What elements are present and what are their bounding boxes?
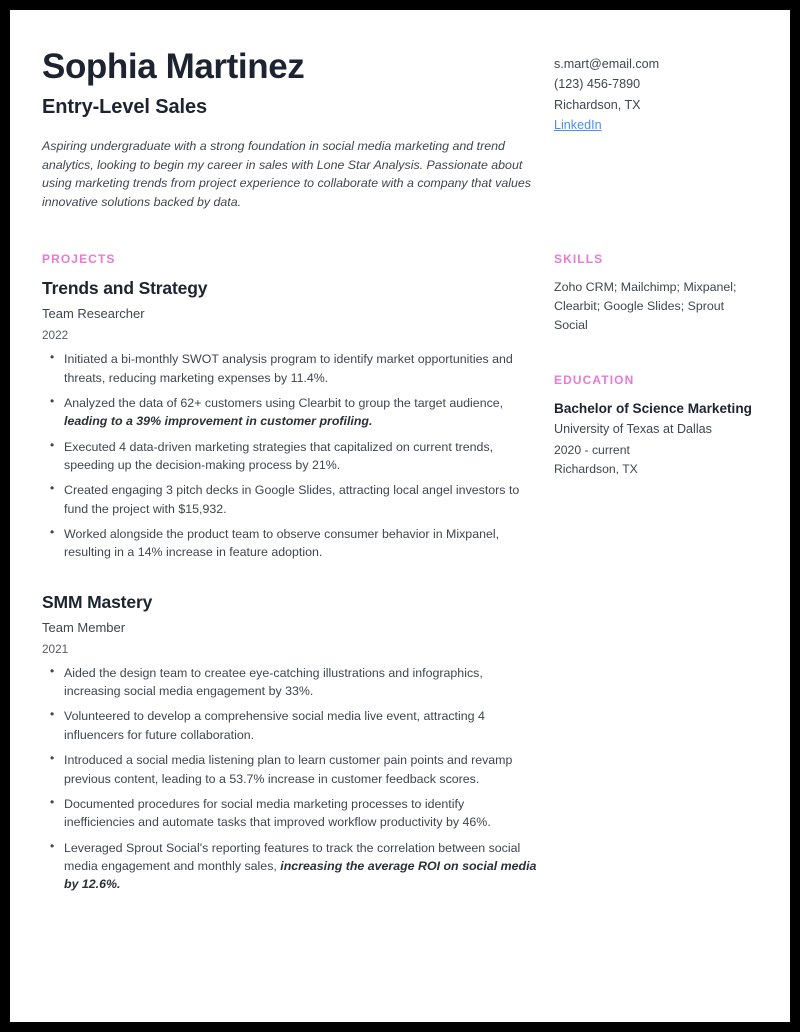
bullet-item <box>64 795 538 832</box>
bullet-item <box>64 438 538 475</box>
project-date: 2022 <box>42 328 69 343</box>
candidate-name: Sophia Martinez <box>42 47 305 86</box>
section-heading-skills: SKILLS <box>554 252 604 267</box>
contact-link-row <box>554 115 760 135</box>
project-date: 2021 <box>42 641 69 656</box>
bullet-item <box>64 664 538 701</box>
professional-summary: Aspiring undergraduate with a strong foundation in social media marketing and trend analytics, looking to begin my career in sales with Lone Star Analysis. Passionate about using marketing trends from project experience to collaborate with a company that values innovative solutions backed by data. <box>42 138 531 210</box>
education-location: Richardson, TX <box>554 461 638 476</box>
skills-section <box>554 252 760 335</box>
body-row <box>42 212 760 916</box>
education-section <box>554 373 760 478</box>
sidebar-column <box>554 252 760 488</box>
bullet-emphasis: leading to a 39% improvement in customer profiling. <box>64 414 373 429</box>
contact-phone[interactable]: (123) 456-7890 <box>554 77 641 92</box>
projects-column <box>42 252 554 916</box>
bullet-text: Leveraged Sprout Social's reporting features to track the correlation between social media engagement and monthly sales, <box>64 840 521 873</box>
bullet-text: Worked alongside the product team to observe consumer behavior in Mixpanel, resulting in a 14% increase in feature adoption. <box>64 527 500 560</box>
sidebar-spacer <box>554 335 760 373</box>
bullet-item <box>64 394 538 431</box>
contact-block <box>554 48 760 136</box>
resume-page <box>10 10 790 1022</box>
bullet-text: Executed 4 data-driven marketing strategies that capitalized on current trends, speeding up the decision-making process by 21%. <box>64 439 494 472</box>
header-row <box>42 48 760 212</box>
section-heading-projects: PROJECTS <box>42 252 116 267</box>
education-dates: 2020 - current <box>554 443 630 458</box>
bullet-emphasis: increasing the average ROI on social media by 12.6%. <box>64 859 537 892</box>
project-bullet-list <box>42 350 538 562</box>
project-entry <box>42 592 538 894</box>
bullet-text: Aided the design team to createe eye-catching illustrations and infographics, increasing social media engagement by 33%. <box>64 665 483 699</box>
bullet-text: Introduced a social media listening plan to learn customer pain points and revamp previous content, leading to a 53.7% increase in customer feedback scores. <box>64 753 513 786</box>
bullet-text: Documented procedures for social media marketing processes to identify inefficiencies and automate tasks that improved workflow productivity by 46%. <box>64 796 491 830</box>
education-entry <box>554 399 760 478</box>
linkedin-link[interactable]: LinkedIn <box>554 118 602 133</box>
skills-list: Zoho CRM; Mailchimp; Mixpanel; Clearbit; Google Slides; Sprout Social <box>554 280 737 332</box>
project-bullet-list <box>42 664 538 894</box>
bullet-item <box>64 707 538 744</box>
header-main <box>42 48 554 212</box>
education-degree: Bachelor of Science Marketing <box>554 400 752 416</box>
project-title: SMM Mastery <box>42 591 153 612</box>
bullet-text: Volunteered to develop a comprehensive social media live event, attracting 4 influencers for future collaboration. <box>64 709 485 742</box>
bullet-text: Initiated a bi-monthly SWOT analysis program to identify market opportunities and threats, reducing marketing expenses by 11.4%. <box>64 352 513 385</box>
project-entry <box>42 278 538 562</box>
bullet-text: Analyzed the data of 62+ customers using Clearbit to group the target audience, <box>64 395 504 410</box>
bullet-item <box>64 481 538 518</box>
contact-location: Richardson, TX <box>554 97 641 112</box>
education-school: University of Texas at Dallas <box>554 422 712 436</box>
candidate-job-title: Entry-Level Sales <box>42 95 208 118</box>
bullet-item <box>64 350 538 387</box>
bullet-item <box>64 839 538 894</box>
project-role: Team Member <box>42 619 126 635</box>
section-heading-education: EDUCATION <box>554 372 635 387</box>
bullet-text: Created engaging 3 pitch decks in Google Slides, attracting local angel investors to fund the project with $15,932. <box>64 483 520 516</box>
bullet-item <box>64 525 538 562</box>
project-role: Team Researcher <box>42 306 145 322</box>
contact-email[interactable]: s.mart@email.com <box>554 57 660 71</box>
bullet-item <box>64 751 538 788</box>
project-title: Trends and Strategy <box>42 278 208 299</box>
